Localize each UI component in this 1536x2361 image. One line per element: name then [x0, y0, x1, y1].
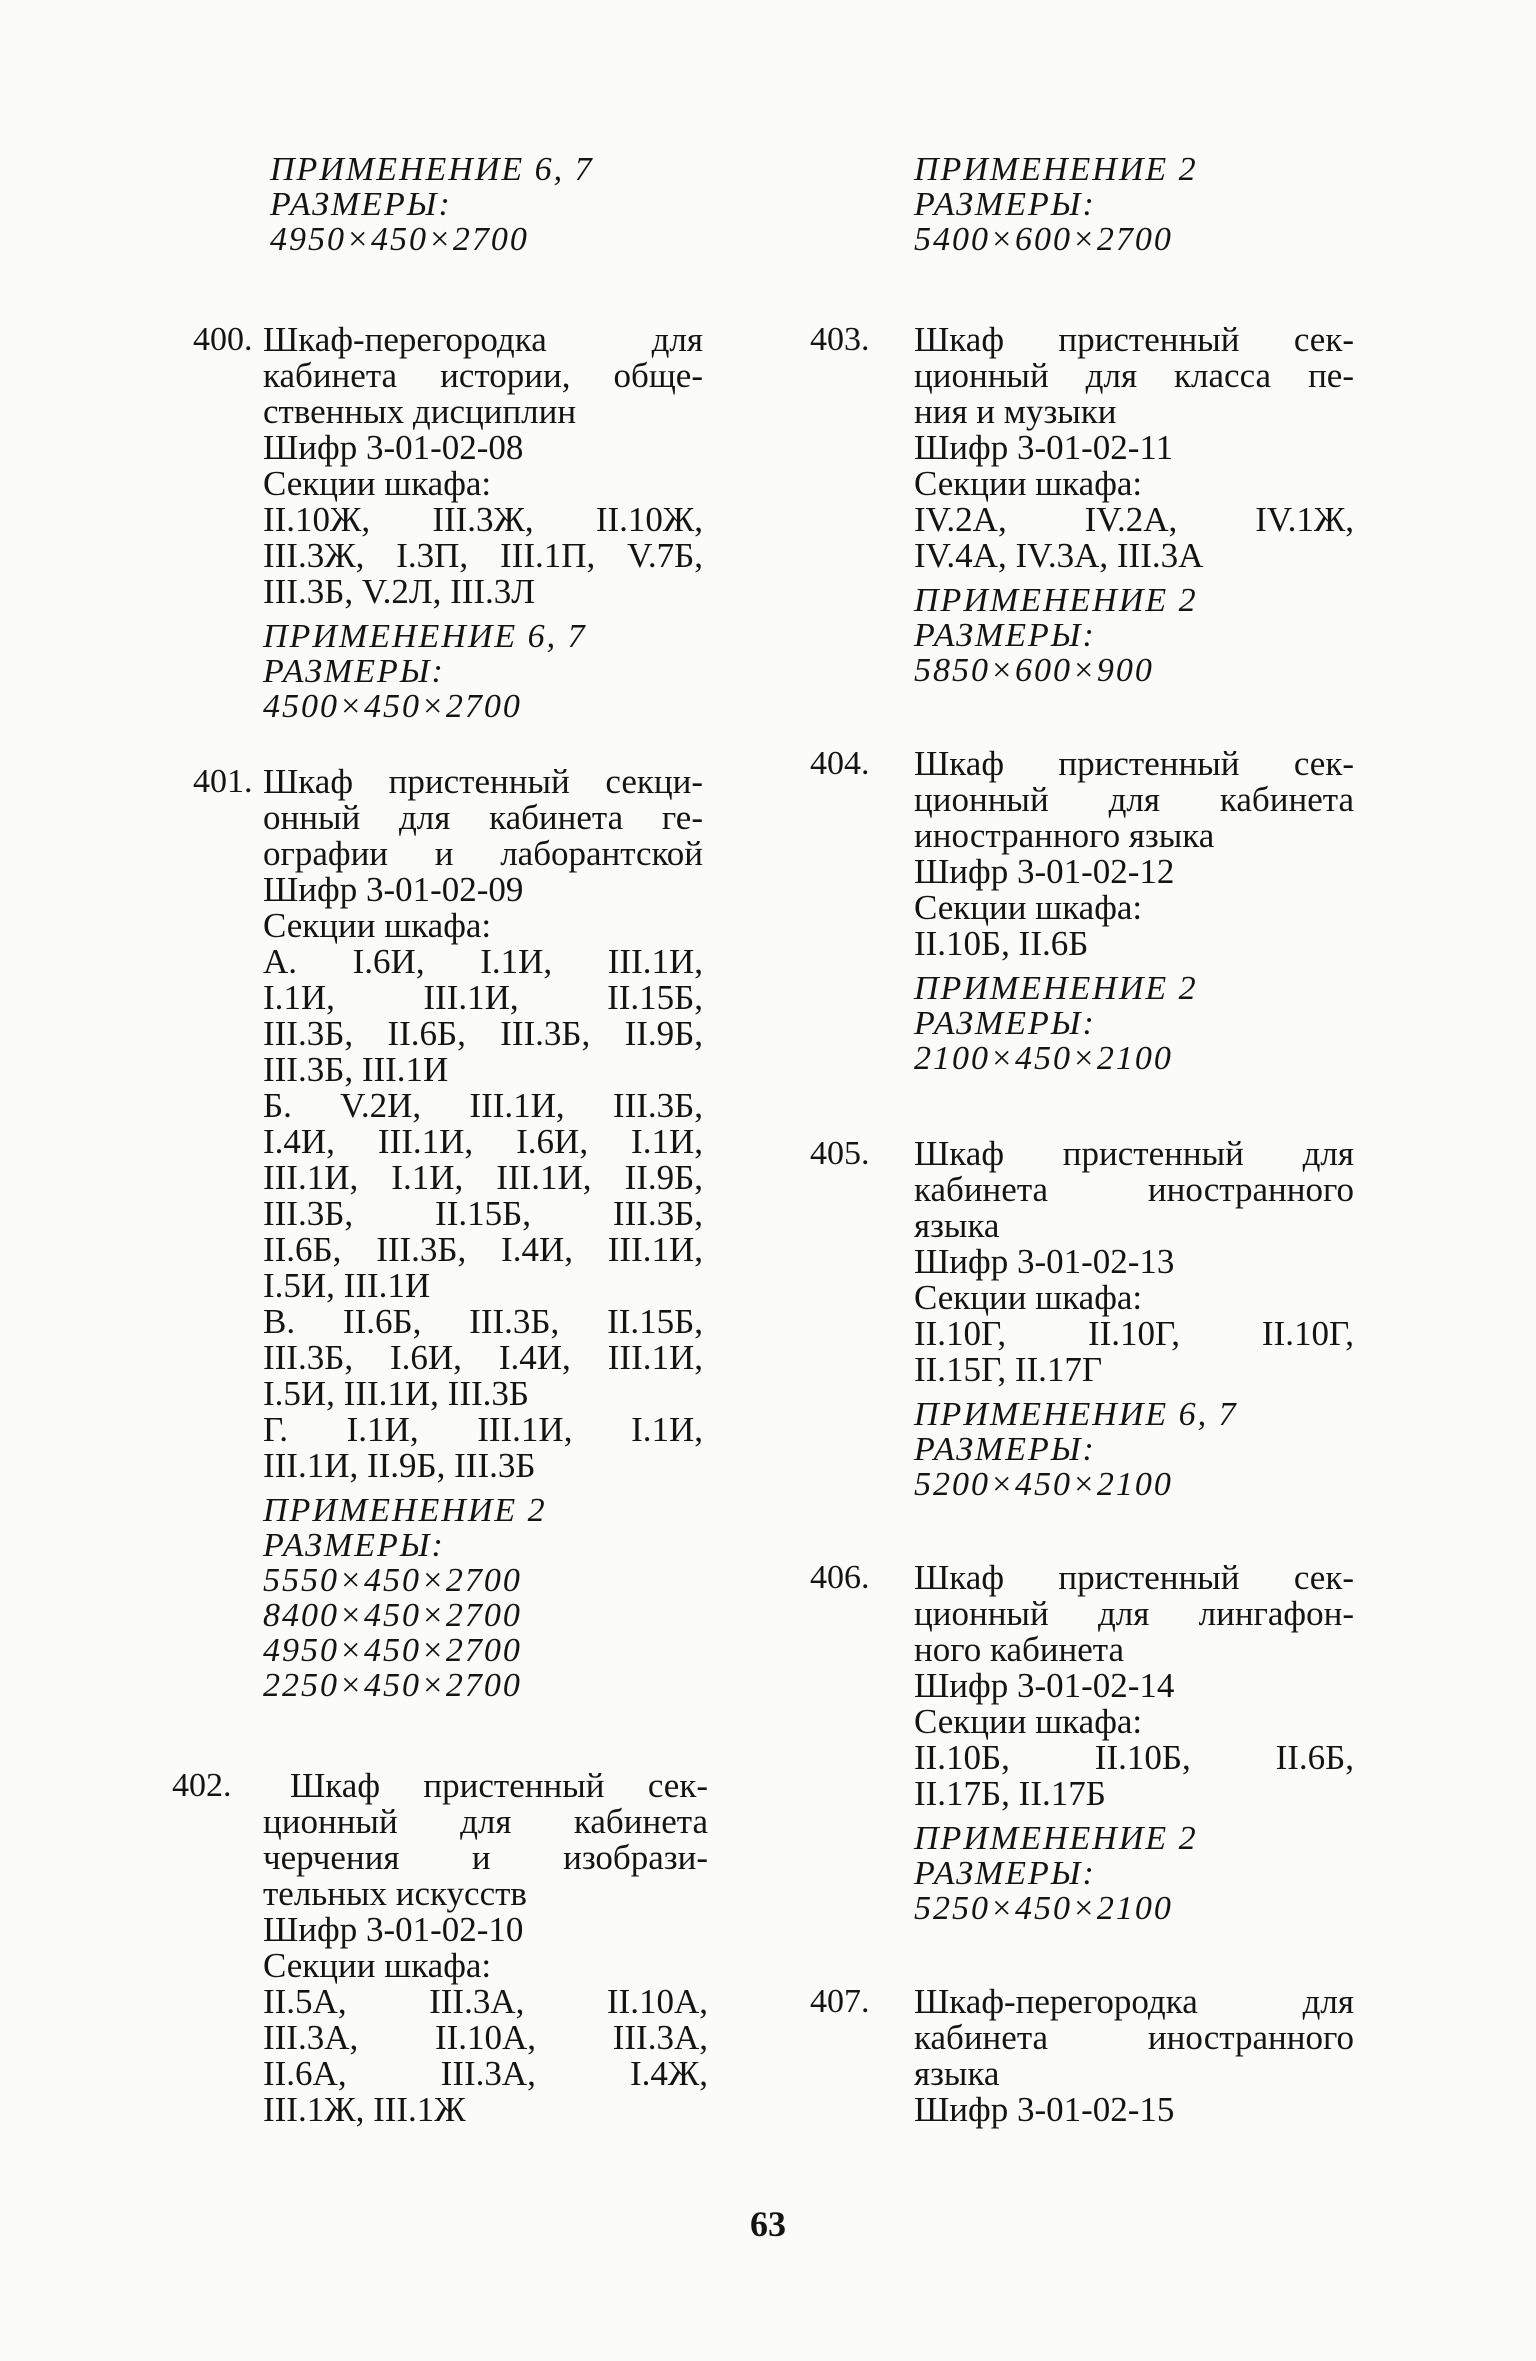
- entry-body: [914, 322, 1354, 688]
- entry-application: [263, 619, 703, 724]
- sections-line: Г. I.1И, III.1И, I.1И,: [263, 1410, 703, 1449]
- entry-title-line: онный для кабинета ге-: [263, 798, 703, 837]
- sections-line: III.3Ж, I.3П, III.1П, V.7Б,: [263, 536, 703, 575]
- entry-body: [263, 322, 703, 724]
- sections-label: Секции шкафа:: [263, 906, 492, 945]
- application-label: ПРИМЕНЕНИЕ 2: [914, 582, 1198, 619]
- entry-title-line: ционный для кабинета: [914, 780, 1354, 819]
- sections-label: Секции шкафа:: [914, 888, 1143, 927]
- size-value: 4950×450×2700: [263, 1632, 522, 1669]
- sections-line: III.3Б, II.6Б, III.3Б, II.9Б,: [263, 1014, 703, 1053]
- entry-title-line: черчения и изобрази-: [263, 1838, 708, 1877]
- entry-title-line: ографии и лаборантской: [263, 834, 703, 873]
- entry-number: 400.: [193, 321, 253, 358]
- sizes-label: РАЗМЕРЫ:: [263, 653, 445, 690]
- sections-line: III.3Б, I.6И, I.4И, III.1И,: [263, 1338, 703, 1377]
- entry-title-line: ционный для класса пе-: [914, 356, 1354, 395]
- entry-number: 407.: [810, 1983, 870, 2020]
- size-value: 8400×450×2700: [263, 1597, 522, 1634]
- sections-line: II.6А, III.3А, I.4Ж,: [263, 2054, 708, 2093]
- entry-title-line: кабинета иностранного: [914, 1170, 1354, 1209]
- sections-line: Б. V.2И, III.1И, III.3Б,: [263, 1086, 703, 1125]
- entry-title-line: языка: [914, 1206, 1000, 1245]
- entry-code: Шифр 3-01-02-10: [263, 1910, 524, 1949]
- sections-label: Секции шкафа:: [914, 1702, 1143, 1741]
- entry-number: 404.: [810, 745, 870, 782]
- entry-title-line: иностранного языка: [914, 816, 1215, 855]
- sections-line: II.10Г, II.10Г, II.10Г,: [914, 1314, 1354, 1353]
- sections-line: II.17Б, II.17Б: [914, 1774, 1106, 1813]
- size-value: 2250×450×2700: [263, 1667, 522, 1704]
- entry-code: Шифр 3-01-02-08: [263, 428, 524, 467]
- sections-line: II.10Б, II.10Б, II.6Б,: [914, 1738, 1354, 1777]
- entry-body: [263, 1768, 708, 2128]
- entry-number: 405.: [810, 1135, 870, 1172]
- entry-application: [914, 1397, 1354, 1502]
- entry-application: [914, 971, 1354, 1076]
- application-label: ПРИМЕНЕНИЕ 6, 7: [263, 618, 587, 655]
- sizes-label: РАЗМЕРЫ:: [914, 1431, 1096, 1468]
- size-value: 5250×450×2100: [914, 1890, 1173, 1927]
- entry-title-line: Шкаф пристенный для: [914, 1134, 1354, 1173]
- entry-title-line: Шкаф-перегородка для: [914, 1982, 1354, 2021]
- entry-title-line: Шкаф пристенный сек-: [290, 1766, 708, 1805]
- sections-line: III.1И, II.9Б, III.3Б: [263, 1446, 536, 1485]
- entry-code: Шифр 3-01-02-14: [914, 1666, 1175, 1705]
- sizes-label: РАЗМЕРЫ:: [914, 186, 1096, 223]
- entry-code: Шифр 3-01-02-13: [914, 1242, 1175, 1281]
- entry-title-line: Шкаф-перегородка для: [263, 320, 703, 359]
- sections-line: III.1Ж, III.1Ж: [263, 2090, 466, 2129]
- entry-body: [914, 1560, 1354, 1926]
- size-value: 5550×450×2700: [263, 1562, 522, 1599]
- entry-title-line: кабинета иностранного: [914, 2018, 1354, 2057]
- entry-body: [263, 764, 703, 1703]
- sizes-label: РАЗМЕРЫ:: [270, 186, 452, 223]
- sections-label: Секции шкафа:: [263, 464, 492, 503]
- size-value: 5400×600×2700: [914, 221, 1173, 258]
- entry-code: Шифр 3-01-02-11: [914, 428, 1174, 467]
- entry-number: 406.: [810, 1559, 870, 1596]
- entry-code: Шифр 3-01-02-15: [914, 2090, 1175, 2129]
- application-label: ПРИМЕНЕНИЕ 6, 7: [270, 151, 594, 188]
- sections-label: Секции шкафа:: [914, 464, 1143, 503]
- entry-title-line: тельных искусств: [263, 1874, 527, 1913]
- entry-title-line: Шкаф пристенный сек-: [914, 744, 1354, 783]
- entry-title-line: Шкаф пристенный сек-: [914, 320, 1354, 359]
- sections-line: I.4И, III.1И, I.6И, I.1И,: [263, 1122, 703, 1161]
- top-application-left: [270, 152, 594, 257]
- sections-line: IV.2А, IV.2А, IV.1Ж,: [914, 500, 1354, 539]
- entry-number: 401.: [193, 763, 253, 800]
- entry-title-line: кабинета истории, обще-: [263, 356, 703, 395]
- sections-line: III.3Б, II.15Б, III.3Б,: [263, 1194, 703, 1233]
- entry-title-line: ственных дисциплин: [263, 392, 577, 431]
- sections-label: Секции шкафа:: [914, 1278, 1143, 1317]
- sections-line: III.1И, I.1И, III.1И, II.9Б,: [263, 1158, 703, 1197]
- entry-title-line: ного кабинета: [914, 1630, 1125, 1669]
- sections-line: II.15Г, II.17Г: [914, 1350, 1103, 1389]
- sections-line: II.6Б, III.3Б, I.4И, III.1И,: [263, 1230, 703, 1269]
- sections-line: IV.4А, IV.3А, III.3А: [914, 536, 1204, 575]
- page-number: 63: [750, 2204, 786, 2244]
- entry-number: 403.: [810, 321, 870, 358]
- application-label: ПРИМЕНЕНИЕ 2: [914, 970, 1198, 1007]
- sections-line: I.1И, III.1И, II.15Б,: [263, 978, 703, 1017]
- sections-line: III.3А, II.10А, III.3А,: [263, 2018, 708, 2057]
- entry-body: [914, 1136, 1354, 1502]
- entry-body: [914, 1984, 1354, 2128]
- size-value: 4950×450×2700: [270, 221, 529, 258]
- entry-number: 402.: [172, 1767, 232, 1804]
- sections-line: I.5И, III.1И, III.3Б: [263, 1374, 529, 1413]
- entry-title-line: Шкаф пристенный сек-: [914, 1558, 1354, 1597]
- entry-title-line: Шкаф пристенный секци-: [263, 762, 703, 801]
- size-value: 5850×600×900: [914, 652, 1154, 689]
- entry-application: [263, 1493, 703, 1703]
- entry-application: [914, 1821, 1354, 1926]
- entry-body: [914, 746, 1354, 1076]
- sections-label: Секции шкафа:: [263, 1946, 492, 1985]
- sizes-label: РАЗМЕРЫ:: [263, 1527, 445, 1564]
- size-value: 2100×450×2100: [914, 1040, 1173, 1077]
- size-value: 4500×450×2700: [263, 688, 522, 725]
- sizes-label: РАЗМЕРЫ:: [914, 617, 1096, 654]
- application-label: ПРИМЕНЕНИЕ 2: [914, 151, 1198, 188]
- sizes-label: РАЗМЕРЫ:: [914, 1005, 1096, 1042]
- sections-line: II.10Ж, III.3Ж, II.10Ж,: [263, 500, 703, 539]
- entry-application: [914, 583, 1354, 688]
- entry-code: Шифр 3-01-02-09: [263, 870, 524, 909]
- top-application-right: [914, 152, 1198, 257]
- sections-line: III.3Б, V.2Л, III.3Л: [263, 572, 536, 611]
- sections-line: В. II.6Б, III.3Б, II.15Б,: [263, 1302, 703, 1341]
- application-label: ПРИМЕНЕНИЕ 6, 7: [914, 1396, 1238, 1433]
- entry-title-line: ционный для лингафон-: [914, 1594, 1354, 1633]
- entry-title-line: языка: [914, 2054, 1000, 2093]
- sections-line: II.5А, III.3А, II.10А,: [263, 1982, 708, 2021]
- entry-title-line: ния и музыки: [914, 392, 1117, 431]
- sections-line: II.10Б, II.6Б: [914, 924, 1089, 963]
- sizes-label: РАЗМЕРЫ:: [914, 1855, 1096, 1892]
- entry-title-line: ционный для кабинета: [263, 1802, 708, 1841]
- entry-code: Шифр 3-01-02-12: [914, 852, 1175, 891]
- application-label: ПРИМЕНЕНИЕ 2: [263, 1492, 547, 1529]
- sections-line: III.3Б, III.1И: [263, 1050, 449, 1089]
- application-label: ПРИМЕНЕНИЕ 2: [914, 1820, 1198, 1857]
- sections-line: I.5И, III.1И: [263, 1266, 431, 1305]
- sections-line: А. I.6И, I.1И, III.1И,: [263, 942, 703, 981]
- size-value: 5200×450×2100: [914, 1466, 1173, 1503]
